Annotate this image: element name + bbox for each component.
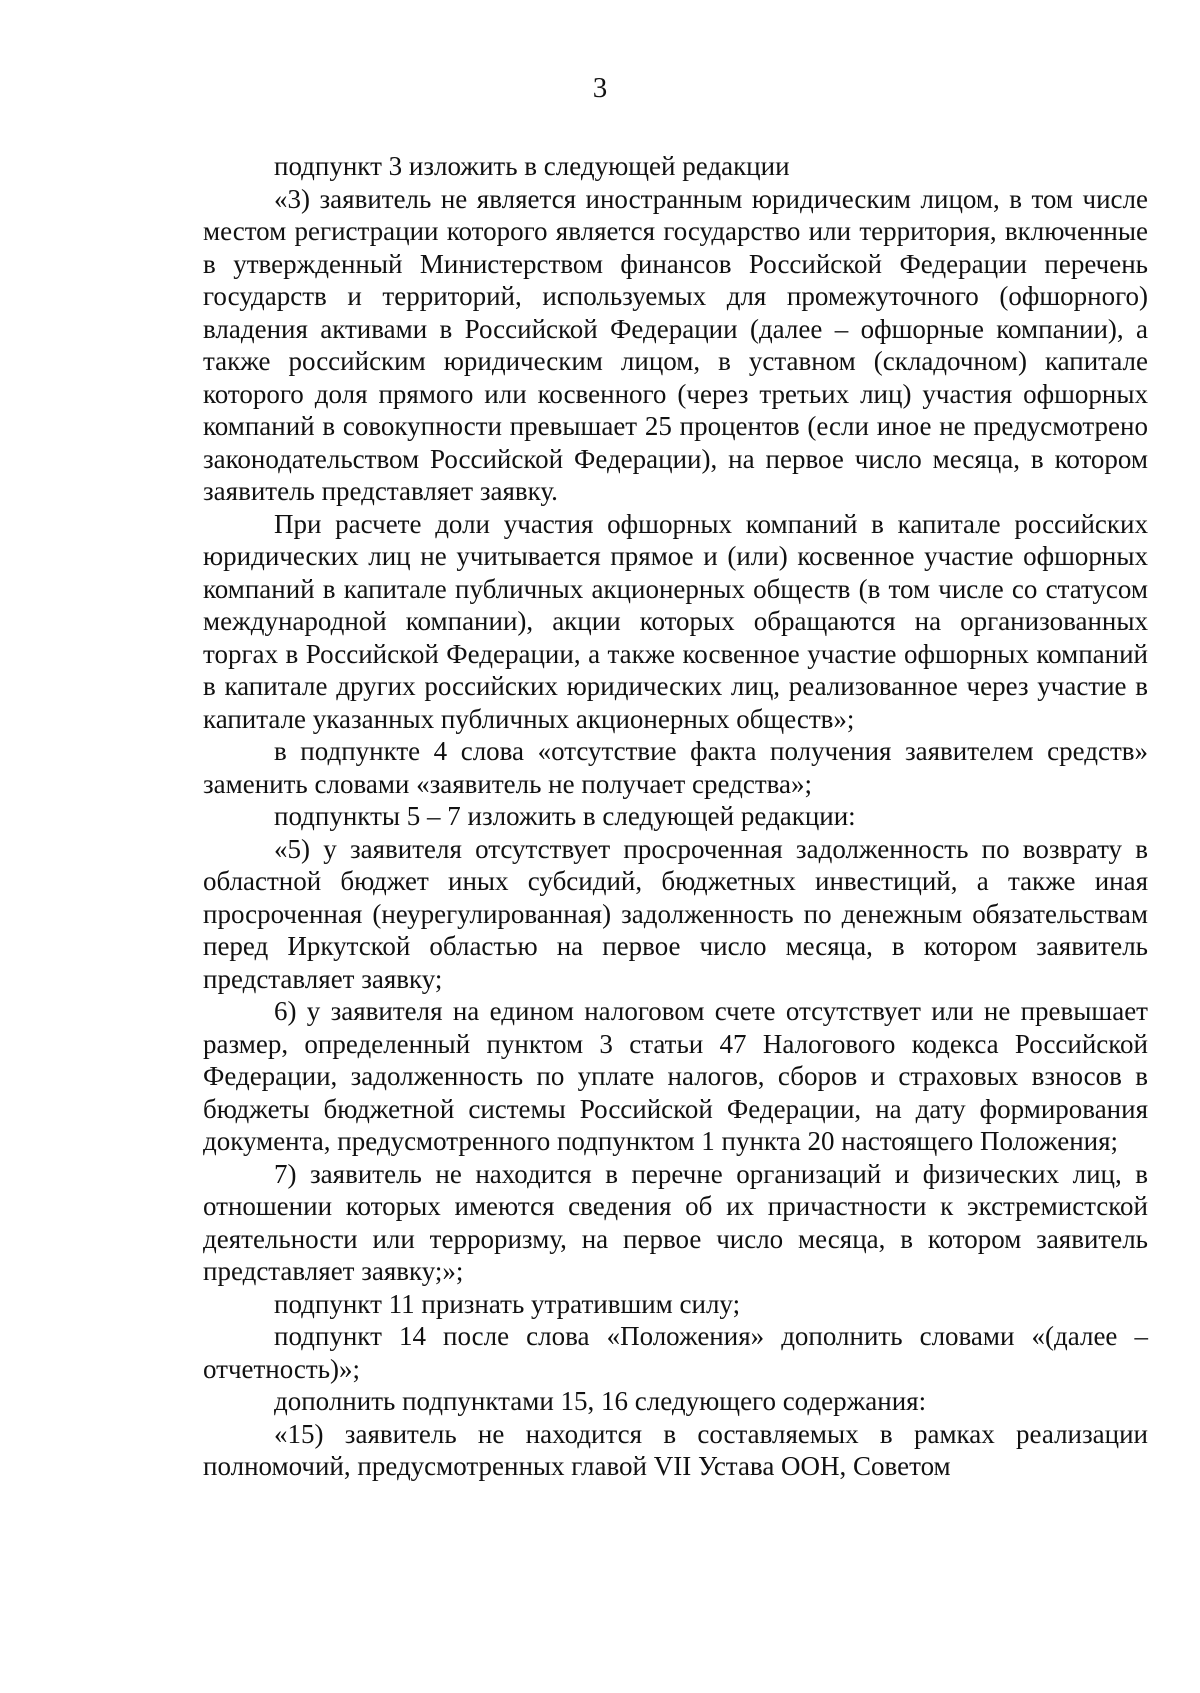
paragraph-7: 6) у заявителя на едином налоговом счете отсутствует или не превышает размер, определенный пунктом 3 статьи 47 Налогового кодекса Российской Федерации, задолженность по уплате налогов, сборов и страховых взносов в бюджеты бюджетной системы Российской Федерации, на дату формирования документа, предусмотренного подпунктом 1 пункта 20 настоящего Положения; bbox=[203, 996, 1148, 1156]
paragraph-3: При расчете доли участия офшорных компаний в капитале российских юридических лиц не учитывается прямое и (или) косвенное участие офшорных компаний в капитале публичных акционерных обществ (в том числе со статусом международной компании), акции которых обращаются на организованных торгах в Российской Федерации, а также косвенное участие офшорных компаний в капитале других российских юридических лиц, реализованное через участие в капитале указанных публичных акционерных обществ»; bbox=[203, 508, 1148, 734]
paragraph-6: «5) у заявителя отсутствует просроченная задолженность по возврату в областной бюджет иных субсидий, бюджетных инвестиций, а также иная просроченная (неурегулированная) задолженность по денежным обязательствам перед Иркутской областью на первое число месяца, в котором заявитель представляет заявку; bbox=[203, 833, 1148, 994]
page-number: 3 bbox=[592, 72, 608, 104]
paragraph-9: подпункт 11 признать утратившим силу; bbox=[274, 1288, 741, 1319]
paragraph-5: подпункты 5 – 7 изложить в следующей редакции: bbox=[274, 801, 856, 831]
document-body bbox=[203, 150, 1148, 1483]
paragraph-1: подпункт 3 изложить в следующей редакции bbox=[274, 151, 790, 181]
paragraph-4: в подпункте 4 слова «отсутствие факта получения заявителем средств» заменить словами «заявитель не получает средства»; bbox=[203, 736, 1148, 799]
paragraph-10: подпункт 14 после слова «Положения» дополнить словами «(далее – отчетность)»; bbox=[203, 1321, 1148, 1384]
paragraph-12: «15) заявитель не находится в составляемых в рамках реализации полномочий, предусмотренных главой VII Устава ООН, Советом bbox=[203, 1418, 1148, 1481]
paragraph-11: дополнить подпунктами 15, 16 следующего содержания: bbox=[274, 1386, 927, 1416]
paragraph-8: 7) заявитель не находится в перечне организаций и физических лиц, в отношении которых имеются сведения об их причастности к экстремистской деятельности или терроризму, на первое число месяца, в котором заявитель представляет заявку;»; bbox=[203, 1158, 1148, 1286]
paragraph-2: «3) заявитель не является иностранным юридическим лицом, в том числе местом регистрации которого является государство или территория, включенные в утвержденный Министерством финансов Российской Федерации перечень государств и территорий, используемых для промежуточного (офшорного) владения активами в Российской Федерации (далее – офшорные компании), а также российским юридическим лицом, в уставном (складочном) капитале которого доля прямого или косвенного (через третьих лиц) участия офшорных компаний в совокупности превышает 25 процентов (если иное не предусмотрено законодательством Российской Федерации), на первое число месяца, в котором заявитель представляет заявку. bbox=[203, 183, 1148, 506]
